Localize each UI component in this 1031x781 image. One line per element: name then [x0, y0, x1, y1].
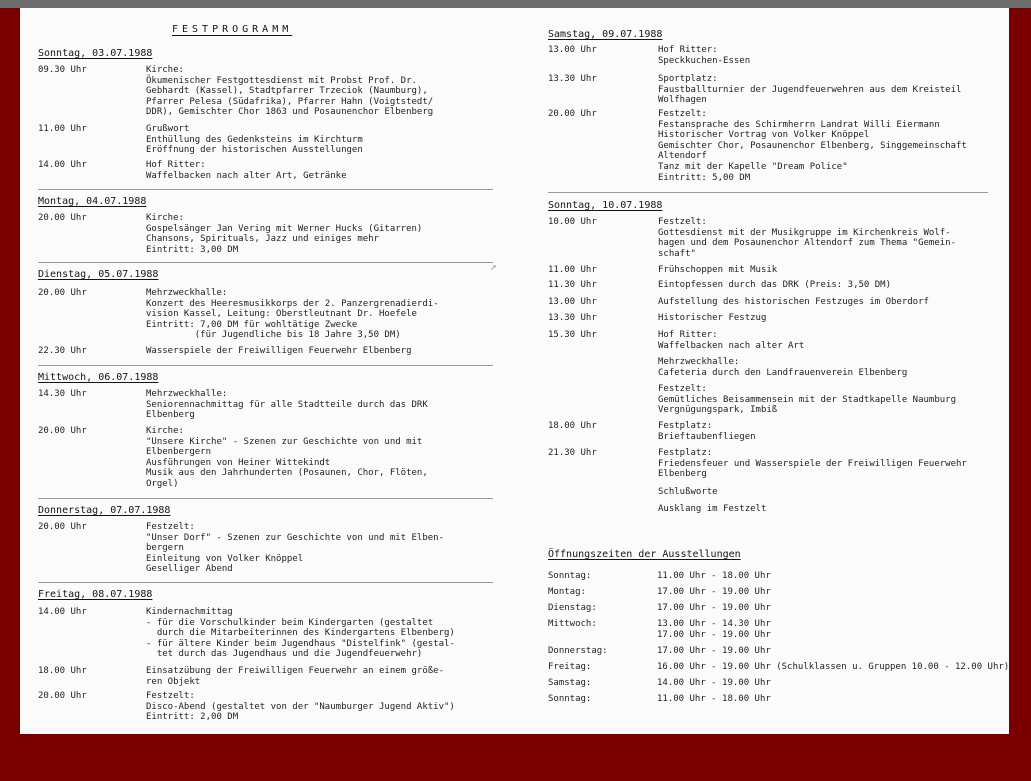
opening-day: Samstag:: [548, 678, 592, 688]
section-divider: [38, 189, 493, 190]
entry-time: 11.30 Uhr: [548, 280, 597, 290]
day-heading: Freitag, 08.07.1988: [38, 589, 153, 600]
entry-description: Frühschoppen mit Musik: [658, 265, 778, 275]
scan-mark: ↗: [490, 260, 497, 273]
entry-description: Kirche: Ökumenischer Festgottesdienst mit Probst Prof. Dr. Gebhardt (Kassel), Stadtpfarrer Trzeciok (Naumburg), Pfarrer Pelesa (Südafrika), Pfarrer Hahn (Voigtstedt/ DDR), Gemischter Chor 1863 und Posaunenchor Elbenberg: [146, 65, 434, 118]
entry-time: 13.00 Uhr: [548, 297, 597, 307]
opening-hours: 17.00 Uhr - 19.00 Uhr: [657, 587, 771, 597]
entry-time: 22.30 Uhr: [38, 346, 87, 356]
section-divider: [38, 365, 493, 366]
entry-description: Festplatz: Friedensfeuer und Wasserspiele der Freiwilligen Feuerwehr Elbenberg: [658, 448, 967, 480]
entry-time: 21.30 Uhr: [548, 448, 597, 458]
opening-day: Sonntag:: [548, 694, 592, 704]
entry-description: Eintopfessen durch das DRK (Preis: 3,50 DM): [658, 280, 891, 290]
entry-description: Aufstellung des historischen Festzuges im Oberdorf: [658, 297, 929, 307]
opening-hours: 17.00 Uhr - 19.00 Uhr: [657, 603, 771, 613]
entry-description: Mehrzweckhalle: Cafeteria durch den Landfrauenverein Elbenberg: [658, 357, 908, 378]
entry-description: Hof Ritter: Speckkuchen-Essen: [658, 45, 751, 66]
opening-day: Sonntag:: [548, 571, 592, 581]
opening-day: Dienstag:: [548, 603, 597, 613]
entry-time: 13.00 Uhr: [548, 45, 597, 55]
entry-time: 20.00 Uhr: [38, 426, 87, 436]
entry-time: 20.00 Uhr: [38, 288, 87, 298]
day-heading: Montag, 04.07.1988: [38, 196, 147, 207]
entry-time: 14.30 Uhr: [38, 389, 87, 399]
entry-description: Mehrzweckhalle: Seniorennachmittag für alle Stadtteile durch das DRK Elbenberg: [146, 389, 428, 421]
entry-description: Sportplatz: Faustballturnier der Jugendfeuerwehren aus dem Kreisteil Wolfhagen: [658, 74, 962, 106]
entry-time: 09.30 Uhr: [38, 65, 87, 75]
entry-time: 14.00 Uhr: [38, 160, 87, 170]
entry-description: Kirche: Gospelsänger Jan Vering mit Werner Hucks (Gitarren) Chansons, Spirituals, Jazz und einiges mehr Eintritt: 3,00 DM: [146, 213, 423, 255]
page-title: FESTPROGRAMM: [172, 24, 293, 35]
opening-hours: 13.00 Uhr - 14.30 Uhr 17.00 Uhr - 19.00 Uhr: [657, 619, 771, 640]
entry-time: 14.00 Uhr: [38, 607, 87, 617]
entry-description: Kindernachmittag - für die Vorschulkinder beim Kindergarten (gestaltet durch die Mitarbeiterinnen des Kindergartens Elbenberg) - für ältere Kinder beim Jugendhaus "Distelfink" (gestal- tet durch das Jugendhaus und die Jugendfeuerwehr): [146, 607, 455, 660]
opening-hours: 17.00 Uhr - 19.00 Uhr: [657, 646, 771, 656]
entry-description: Historischer Festzug: [658, 313, 767, 323]
entry-time: 20.00 Uhr: [38, 522, 87, 532]
day-heading: Samstag, 09.07.1988: [548, 29, 663, 40]
opening-day: Mittwoch:: [548, 619, 597, 629]
opening-hours: 16.00 Uhr - 19.00 Uhr (Schulklassen u. Gruppen 10.00 - 12.00 Uhr): [657, 662, 1009, 672]
opening-day: Montag:: [548, 587, 586, 597]
day-heading: Dienstag, 05.07.1988: [38, 269, 159, 280]
entry-description: Grußwort Enthüllung des Gedenksteins im Kirchturm Eröffnung der historischen Ausstellungen: [146, 124, 363, 156]
section-divider: [548, 192, 988, 193]
opening-hours: 14.00 Uhr - 19.00 Uhr: [657, 678, 771, 688]
opening-day: Donnerstag:: [548, 646, 608, 656]
entry-description: Hof Ritter: Waffelbacken nach alter Art: [658, 330, 805, 351]
day-heading: Sonntag, 03.07.1988: [38, 48, 153, 59]
day-heading: Donnerstag, 07.07.1988: [38, 505, 171, 516]
entry-description: Mehrzweckhalle: Konzert des Heeresmusikkorps der 2. Panzergrenadierdi- vision Kassel, Leitung: Oberstleutnant Dr. Hoefele Eintritt: 7,00 DM für wohltätige Zwecke (für Jugendliche bis 18 Jahre 3,50 DM): [146, 288, 439, 341]
section-divider: [38, 262, 493, 263]
entry-description: Wasserspiele der Freiwilligen Feuerwehr Elbenberg: [146, 346, 412, 356]
day-heading: Mittwoch, 06.07.1988: [38, 372, 159, 383]
section-divider: [38, 582, 493, 583]
entry-time: 10.00 Uhr: [548, 217, 597, 227]
entry-description: Festzelt: Disco-Abend (gestaltet von der "Naumburger Jugend Aktiv") Eintritt: 2,00 DM: [146, 691, 455, 723]
entry-description: Schlußworte: [658, 487, 718, 497]
entry-description: Festzelt: Festansprache des Schirmherrn Landrat Willi Eiermann Historischer Vortrag von Volker Knöppel Gemischter Chor, Posaunenchor Elbenberg, Singgemeinschaft Altendorf Tanz mit der Kapelle "Dream Police" Eintritt: 5,00 DM: [658, 109, 967, 183]
top-bar: [0, 0, 1031, 8]
entry-time: 13.30 Uhr: [548, 74, 597, 84]
entry-description: Einsatzübung der Freiwilligen Feuerwehr an einem größe- ren Objekt: [146, 666, 445, 687]
entry-time: 13.30 Uhr: [548, 313, 597, 323]
entry-time: 18.00 Uhr: [548, 421, 597, 431]
entry-time: 20.00 Uhr: [38, 213, 87, 223]
entry-time: 11.00 Uhr: [38, 124, 87, 134]
program-sheet: [20, 8, 1009, 734]
entry-time: 15.30 Uhr: [548, 330, 597, 340]
entry-time: 18.00 Uhr: [38, 666, 87, 676]
entry-description: Kirche: "Unsere Kirche" - Szenen zur Geschichte von und mit Elbenbergern Ausführungen von Heiner Wittekindt Musik aus den Jahrhunderten (Posaunen, Chor, Flöten, Orgel): [146, 426, 428, 489]
day-heading: Sonntag, 10.07.1988: [548, 200, 663, 211]
entry-time: 11.00 Uhr: [548, 265, 597, 275]
opening-day: Freitag:: [548, 662, 592, 672]
opening-hours: 11.00 Uhr - 18.00 Uhr: [657, 571, 771, 581]
entry-description: Festzelt: "Unser Dorf" - Szenen zur Geschichte von und mit Elben- bergern Einleitung von Volker Knöppel Geselliger Abend: [146, 522, 445, 575]
section-divider: [38, 498, 493, 499]
entry-description: Festzelt: Gemütliches Beisammensein mit der Stadtkapelle Naumburg Vergnügungspark, Imbiß: [658, 384, 957, 416]
entry-description: Festplatz: Brieftaubenfliegen: [658, 421, 756, 442]
entry-time: 20.00 Uhr: [38, 691, 87, 701]
entry-description: Ausklang im Festzelt: [658, 504, 767, 514]
opening-hours-title: Öffnungszeiten der Ausstellungen: [548, 549, 741, 560]
opening-hours: 11.00 Uhr - 18.00 Uhr: [657, 694, 771, 704]
entry-description: Festzelt: Gottesdienst mit der Musikgruppe im Kirchenkreis Wolf- hagen und dem Posaunenchor Altendorf zum Thema "Gemein- schaft": [658, 217, 957, 259]
entry-time: 20.00 Uhr: [548, 109, 597, 119]
entry-description: Hof Ritter: Waffelbacken nach alter Art, Getränke: [146, 160, 347, 181]
